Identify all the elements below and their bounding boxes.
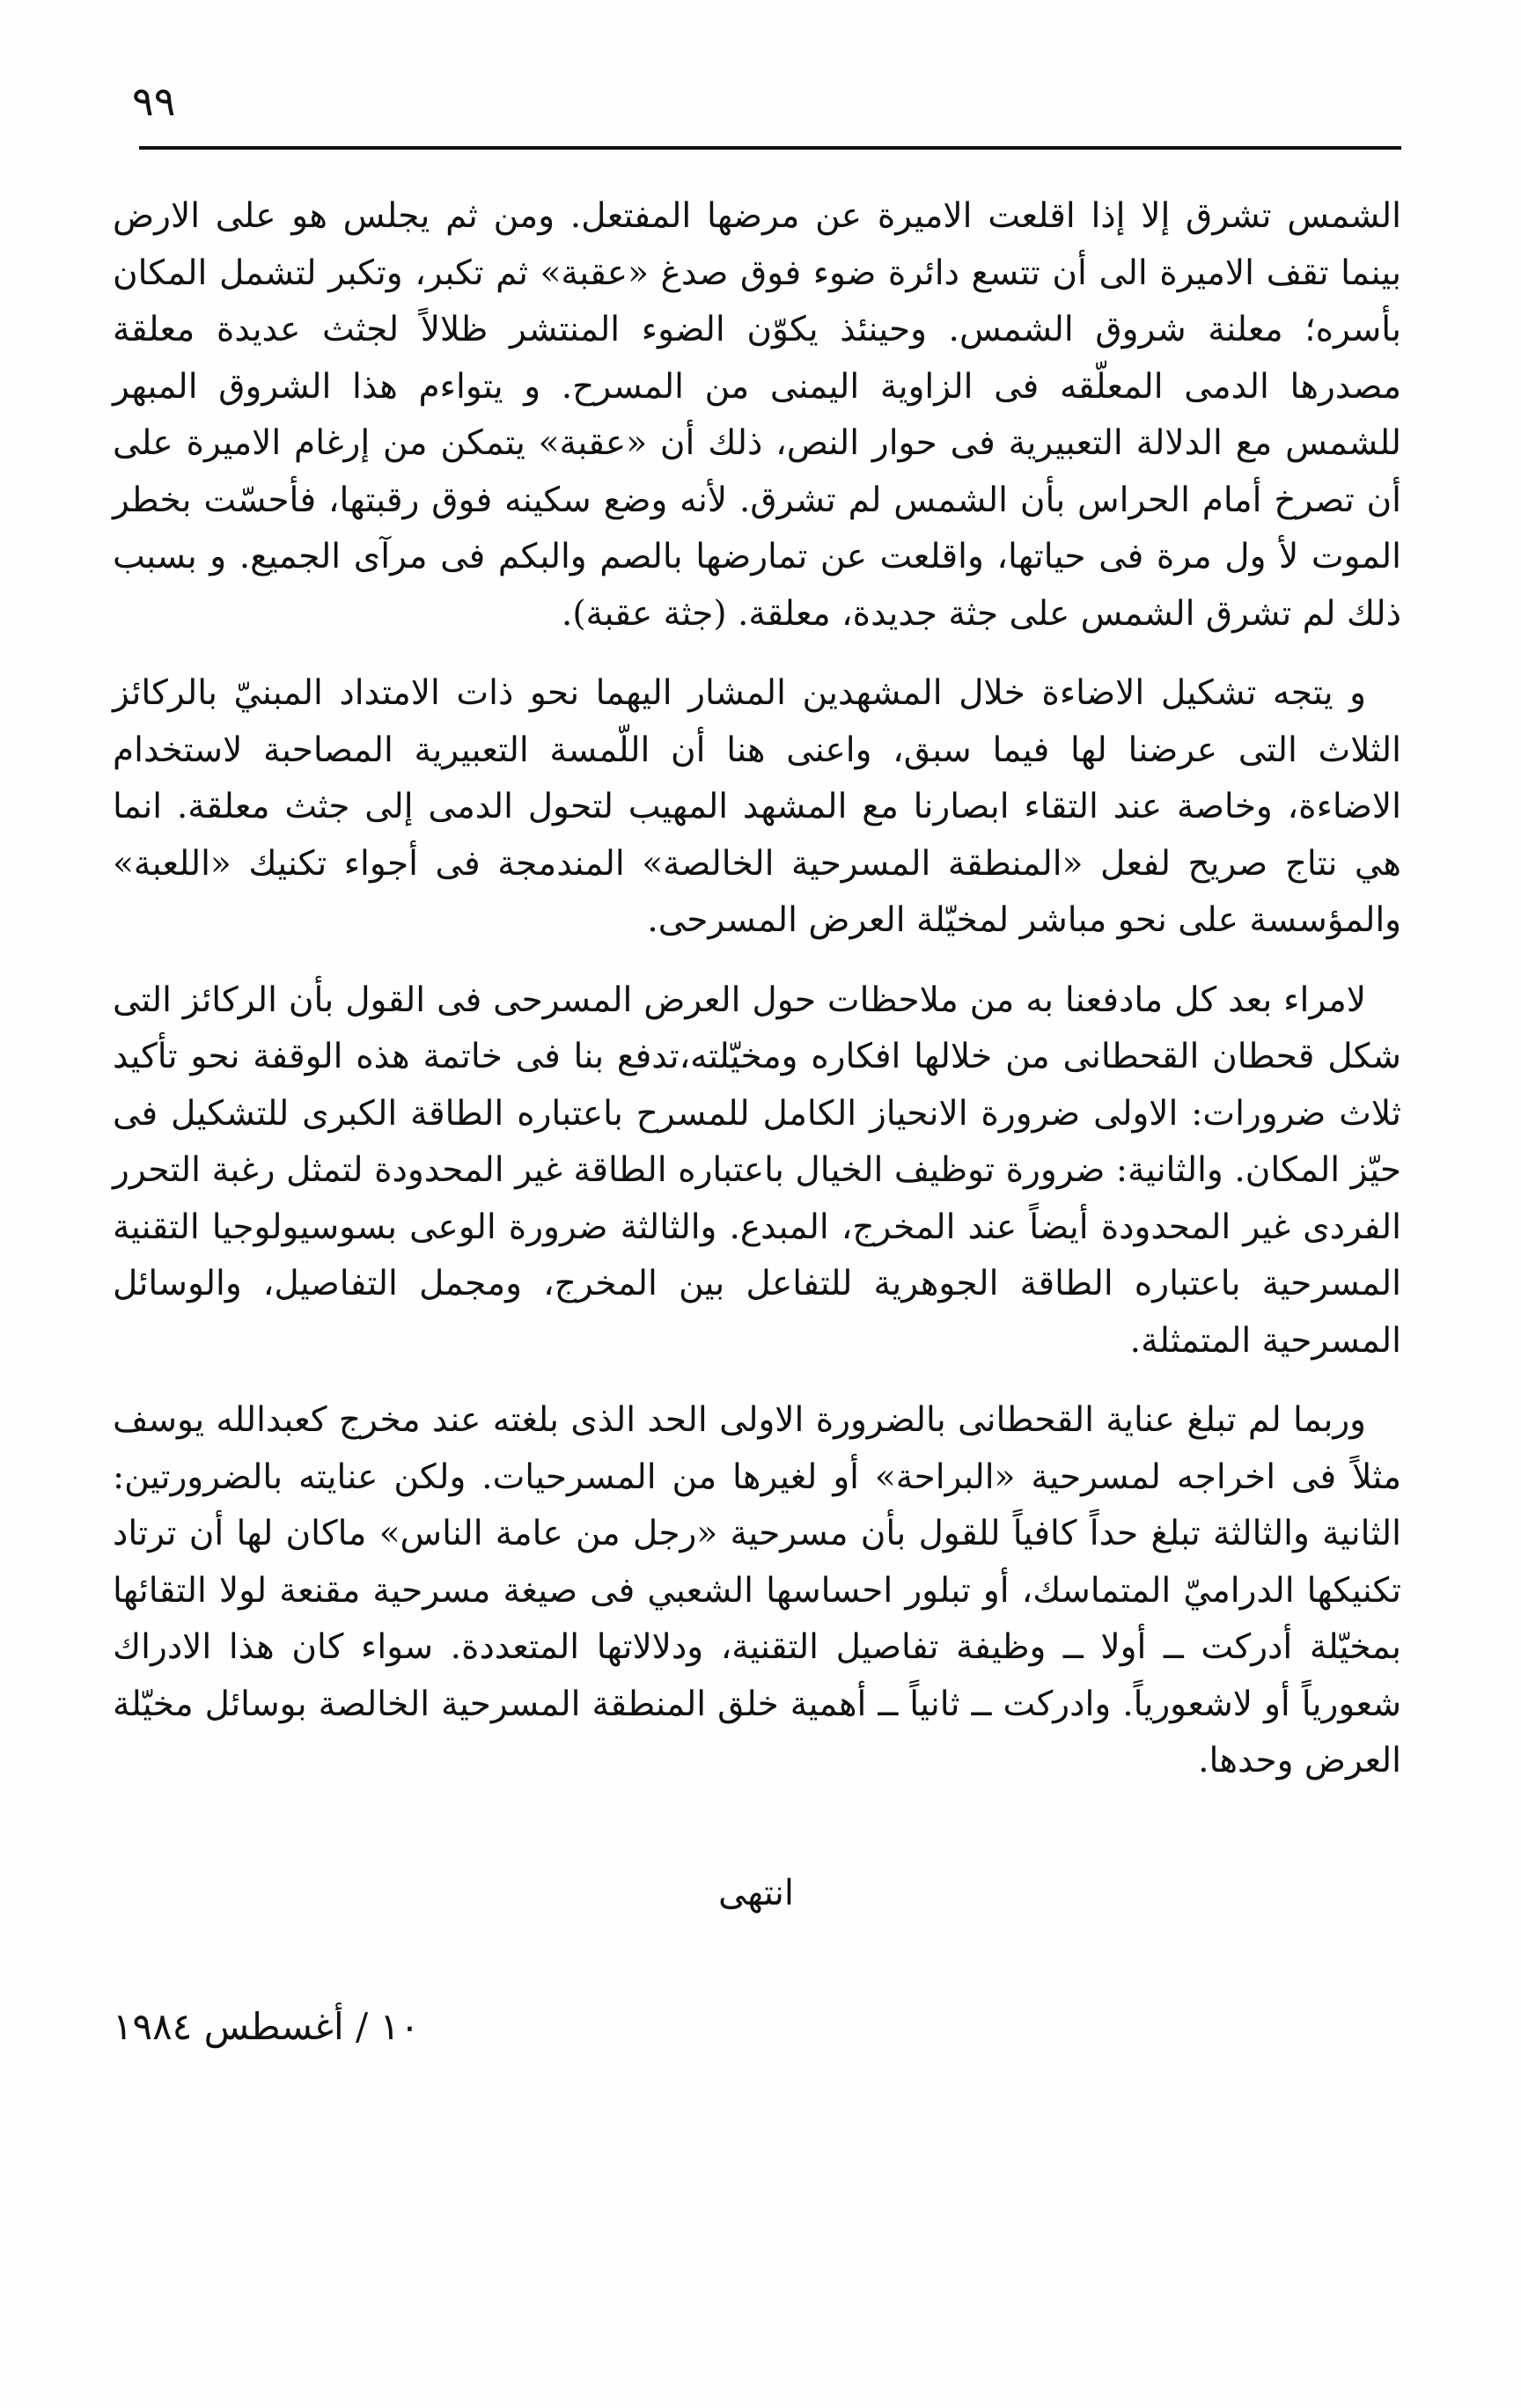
paragraph-2: و يتجه تشكيل الاضاءة خلال المشهدين المشار اليهما نحو ذات الامتداد المبنيّ بالركائز الثلاث التى عرضنا لها فيما سبق، واعنى هنا أن اللّمسة التعبيرية المصاحبة لاستخدام الاضاءة، وخاصة عند التقاء ابصارنا مع المشهد المهيب لتحول الدمى إلى جثث معلقة. انما هي نتاج صريح لفعل «المنطقة المسرحية الخالصة» المندمجة فى أجواء تكنيك «اللعبة» والمؤسسة على نحو مباشر لمخيّلة العرض المسرحى.	[113, 673, 1401, 940]
date-line: ١٠ / أغسطس ١٩٨٤	[113, 2005, 420, 2048]
end-mark	[0, 1873, 1521, 1913]
end-mark-text: انتهى	[717, 1873, 795, 1913]
body-text	[113, 188, 1401, 1813]
paragraph-3: لامراء بعد كل مادفعنا به من ملاحظات حول العرض المسرحى فى القول بأن الركائز التى شكل قحطان القحطانى من خلالها افكاره ومخيّلته،تدفع بنا فى خاتمة هذه الوقفة نحو تأكيد ثلاث ضرورات: الاولى ضرورة الانحياز الكامل للمسرح باعتباره الطاقة الكبرى للتشكيل فى حيّز المكان. والثانية: ضرورة توظيف الخيال باعتباره الطاقة غير المحدودة لتمثل رغبة التحرر الفردى غير المحدودة أيضاً عند المخرج، المبدع. والثالثة ضرورة الوعى بسوسيولوجيا التقنية المسرحية باعتباره الطاقة الجوهرية للتفاعل بين المخرج، ومجمل التفاصيل، والوسائل المسرحية المتمثلة.	[113, 980, 1401, 1361]
page-number: ٩٩	[132, 77, 176, 125]
header-rule	[139, 146, 1401, 150]
paragraph-4: وربما لم تبلغ عناية القحطانى بالضرورة الاولى الحد الذى بلغته عند مخرج كعبدالله يوسف مثلاً فى اخراجه لمسرحية «البراحة» أو لغيرها من المسرحيات. ولكن عنايته بالضرورتين: الثانية والثالثة تبلغ حداً كافياً للقول بأن مسرحية «رجل من عامة الناس» ماكان لها أن ترتاد تكنيكها الدراميّ المتماسك، أو تبلور احساسها الشعبي فى صيغة مسرحية مقنعة لولا التقائها بمخيّلة أدركت ــ أولا ــ وظيفة تفاصيل التقنية، ودلالاتها المتعددة. سواء كان هذا الادراك شعورياً أو لاشعورياً. وادركت ــ ثانياً ــ أهمية خلق المنطقة المسرحية الخالصة بوسائل مخيّلة العرض وحدها.	[113, 1400, 1401, 1780]
paragraph-1: الشمس تشرق إلا إذا اقلعت الاميرة عن مرضها المفتعل. ومن ثم يجلس هو على الارض بينما تقف الاميرة الى أن تتسع دائرة ضوء فوق صدغ «عقبة» ثم تكبر، وتكبر لتشمل المكان بأسره؛ معلنة شروق الشمس. وحينئذ يكوّن الضوء المنتشر ظلالاً لجثث عديدة معلقة مصدرها الدمى المعلّقه فى الزاوية اليمنى من المسرح. و يتواءم هذا الشروق المبهر للشمس مع الدلالة التعبيرية فى حوار النص، ذلك أن «عقبة» يتمكن من إرغام الاميرة على أن تصرخ أمام الحراس بأن الشمس لم تشرق. لأنه وضع سكينه فوق رقبتها، فأحسّت بخطر الموت لأ ول مرة فى حياتها، واقلعت عن تمارضها بالصم والبكم فى مرآى الجميع. و بسبب ذلك لم تشرق الشمس على جثة جديدة، معلقة. (جثة عقبة).	[113, 196, 1401, 634]
